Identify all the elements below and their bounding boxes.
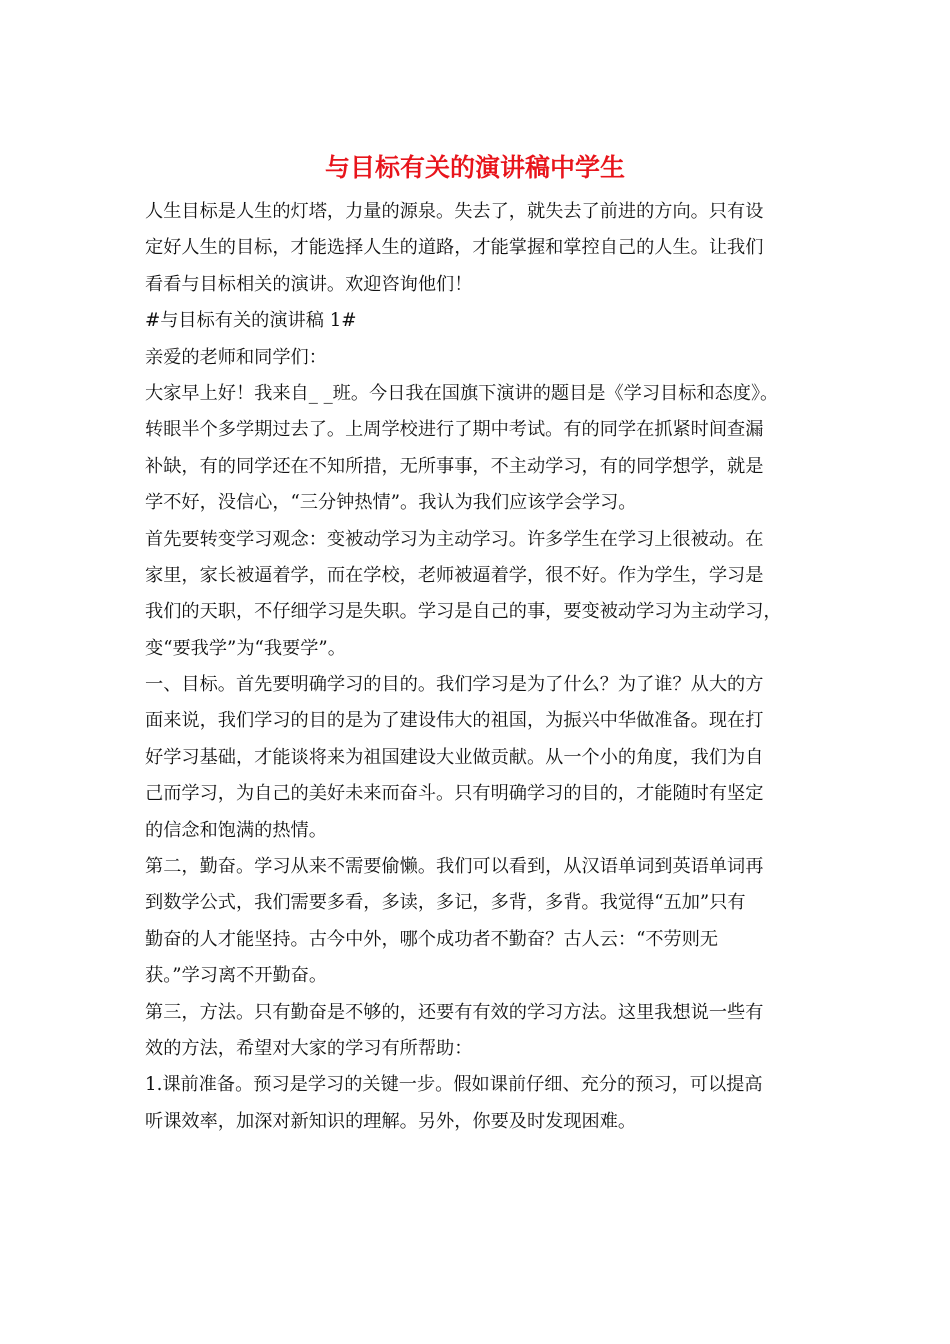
text-line: 转眼半个多学期过去了。上周学校进行了期中考试。有的同学在抓紧时间查漏 bbox=[145, 419, 764, 441]
text-line: 获。”学习离不开勤奋。 bbox=[145, 965, 328, 987]
document-body bbox=[145, 194, 810, 1140]
text-line: 我们的天职，不仔细学习是失职。学习是自己的事，要变被动学习为主动学习， bbox=[145, 601, 782, 623]
text-line: 效的方法，希望对大家的学习有所帮助： bbox=[145, 1037, 473, 1059]
text-line: 己而学习，为自己的美好未来而奋斗。只有明确学习的目的，才能随时有坚定 bbox=[145, 783, 764, 805]
text-line: 第二，勤奋。学习从来不需要偷懒。我们可以看到，从汉语单词到英语单词再 bbox=[145, 856, 764, 878]
text-line: 补缺，有的同学还在不知所措，无所事事，不主动学习，有的同学想学，就是 bbox=[145, 455, 764, 477]
text-line: 大家早上好！我来自_ _班。今日我在国旗下演讲的题目是《学习目标和态度》。 bbox=[145, 382, 779, 404]
text-line: 人生目标是人生的灯塔，力量的源泉。失去了，就失去了前进的方向。只有设 bbox=[145, 201, 764, 222]
text-line: 看看与目标相关的演讲。欢迎咨询他们！ bbox=[145, 273, 473, 295]
text-line: 第三，方法。只有勤奋是不够的，还要有有效的学习方法。这里我想说一些有 bbox=[145, 1001, 764, 1023]
text-line: 定好人生的目标，才能选择人生的道路，才能掌握和掌控自己的人生。让我们 bbox=[145, 237, 764, 259]
text-line: 1.课前准备。预习是学习的关键一步。假如课前仔细、充分的预习，可以提高 bbox=[145, 1074, 763, 1096]
document-title: 与目标有关的演讲稿中学生 bbox=[324, 153, 625, 182]
text-line: 一、目标。首先要明确学习的目的。我们学习是为了什么？为了谁？从大的方 bbox=[145, 674, 764, 696]
text-line: 学不好，没信心，“三分钟热情”。我认为我们应该学会学习。 bbox=[145, 492, 637, 514]
text-line: 家里，家长被逼着学，而在学校，老师被逼着学，很不好。作为学生，学习是 bbox=[145, 564, 764, 586]
text-line: 首先要转变学习观念：变被动学习为主动学习。许多学生在学习上很被动。在 bbox=[145, 528, 764, 550]
text-line: 勤奋的人才能坚持。古今中外，哪个成功者不勤奋？古人云：“不劳则无 bbox=[145, 928, 719, 950]
text-line: 的信念和饱满的热情。 bbox=[145, 819, 327, 841]
salutation: 亲爱的老师和同学们： bbox=[145, 346, 327, 368]
text-line: 到数学公式，我们需要多看，多读，多记，多背，多背。我觉得“五加”只有 bbox=[145, 892, 746, 914]
text-line: 听课效率，加深对新知识的理解。另外，你要及时发现困难。 bbox=[145, 1110, 637, 1132]
text-line: 好学习基础，才能谈将来为祖国建设大业做贡献。从一个小的角度，我们为自 bbox=[145, 746, 764, 768]
text-line: 面来说，我们学习的目的是为了建设伟大的祖国，为振兴中华做准备。现在打 bbox=[145, 710, 764, 732]
section-heading: #与目标有关的演讲稿 1# bbox=[145, 310, 357, 332]
text-line: 变“要我学”为“我要学”。 bbox=[145, 637, 346, 659]
